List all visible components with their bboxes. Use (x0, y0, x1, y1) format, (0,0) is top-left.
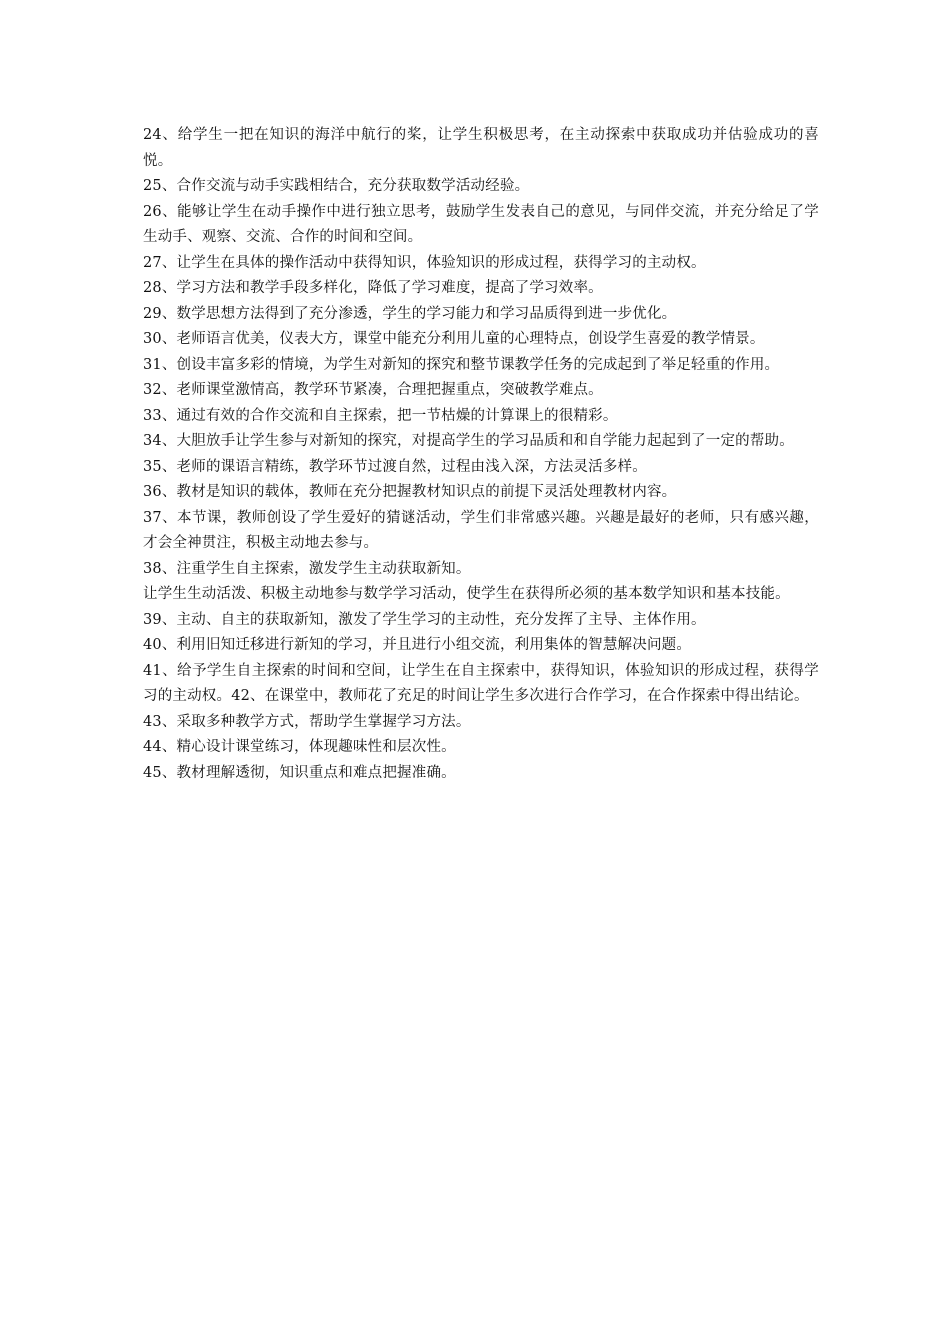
paragraph-24: 24、给学生一把在知识的海洋中航行的桨，让学生积极思考，在主动探索中获取成功并估验成功的喜悦。 (143, 127, 819, 169)
paragraph-38-continued: 让学生生动活泼、积极主动地参与数学学习活动，使学生在获得所必须的基本数学知识和基本技能。 (143, 586, 790, 602)
paragraph-37: 37、本节课，教师创设了学生爱好的猜谜活动，学生们非常感兴趣。兴趣是最好的老师，只有感兴趣，才会全神贯注，积极主动地去参与。 (143, 509, 819, 551)
paragraph-45: 45、教材理解透彻，知识重点和难点把握准确。 (143, 764, 456, 781)
paragraph-39: 39、主动、自主的获取新知，激发了学生学习的主动性，充分发挥了主导、主体作用。 (143, 611, 706, 628)
paragraph-31: 31、创设丰富多彩的情境，为学生对新知的探究和整节课教学任务的完成起到了举足轻重的作用。 (143, 356, 780, 373)
document-body (143, 123, 819, 786)
paragraph-33: 33、通过有效的合作交流和自主探索，把一节枯燥的计算课上的很精彩。 (143, 407, 618, 424)
paragraph-30: 30、老师语言优美，仪表大方，课堂中能充分利用儿童的心理特点，创设学生喜爱的教学情景。 (143, 331, 765, 347)
paragraph-27: 27、让学生在具体的操作活动中获得知识，体验知识的形成过程，获得学习的主动权。 (143, 254, 706, 271)
paragraph-32: 32、老师课堂激情高，教学环节紧凑，合理把握重点，突破教学难点。 (143, 382, 603, 398)
paragraph-26: 26、能够让学生在动手操作中进行独立思考，鼓励学生发表自己的意见，与同伴交流，并充分给足了学生动手、观察、交流、合作的时间和空间。 (143, 203, 819, 245)
paragraph-41-42: 41、给予学生自主探索的时间和空间，让学生在自主探索中，获得知识，体验知识的形成过程，获得学习的主动权。42、在课堂中，教师花了充足的时间让学生多次进行合作学习，在合作探索中得出结论。 (143, 662, 819, 704)
paragraph-43: 43、采取多种教学方式，帮助学生掌握学习方法。 (143, 713, 471, 730)
paragraph-29: 29、数学思想方法得到了充分渗透，学生的学习能力和学习品质得到进一步优化。 (143, 305, 677, 322)
paragraph-40: 40、利用旧知迁移进行新知的学习，并且进行小组交流，利用集体的智慧解决问题。 (143, 637, 692, 653)
paragraph-25: 25、合作交流与动手实践相结合，充分获取数学活动经验。 (143, 178, 530, 194)
paragraph-28: 28、学习方法和教学手段多样化，降低了学习难度，提高了学习效率。 (143, 280, 603, 296)
paragraph-36: 36、教材是知识的载体，教师在充分把握教材知识点的前提下灵活处理教材内容。 (143, 484, 677, 500)
paragraph-44: 44、精心设计课堂练习，体现趣味性和层次性。 (143, 739, 456, 755)
paragraph-35: 35、老师的课语言精练，教学环节过渡自然，过程由浅入深，方法灵活多样。 (143, 458, 647, 475)
paragraph-34: 34、大胆放手让学生参与对新知的探究，对提高学生的学习品质和和自学能力起起到了一定的帮助。 (143, 433, 794, 449)
paragraph-38: 38、注重学生自主探索，激发学生主动获取新知。 (143, 560, 471, 577)
